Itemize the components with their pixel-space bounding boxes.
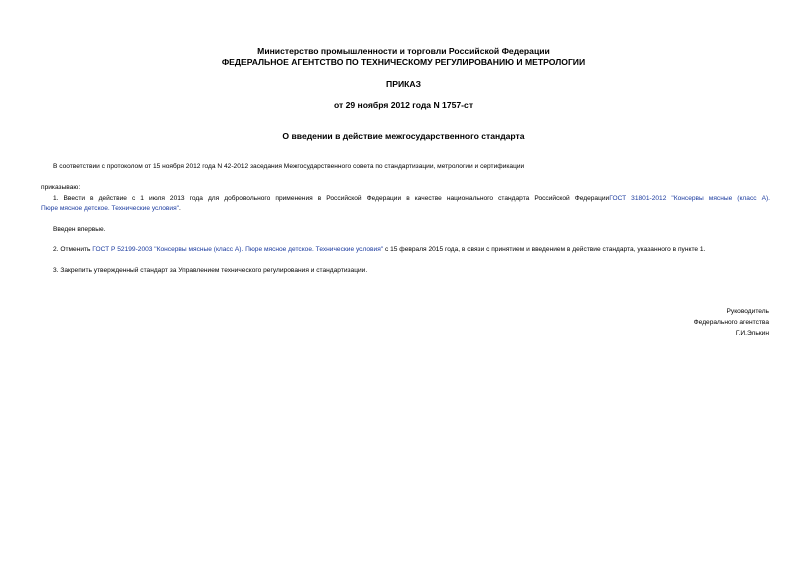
document-type: ПРИКАЗ <box>386 79 421 89</box>
item-2-suffix: с 15 февраля 2015 года, в связи с принятием и введением в действие стандарта, указанного в пункте 1. <box>383 246 706 253</box>
order-word: приказываю: <box>41 184 81 191</box>
document-subject: О введении в действие межгосударственного стандарта <box>282 131 525 141</box>
preamble-text: В соответствии с протоколом от 15 ноября 2012 года N 42-2012 заседания Межгосударственного совета по стандартизации, метрологии и сертификации <box>53 163 525 170</box>
item-3: 3. Закрепить утвержденный стандарт за Управлением технического регулирования и стандартизации. <box>53 267 368 274</box>
agency-name: ФЕДЕРАЛЬНОЕ АГЕНТСТВО ПО ТЕХНИЧЕСКОМУ РЕГУЛИРОВАНИЮ И МЕТРОЛОГИИ <box>221 57 586 67</box>
signature-title-2: Федерального агентства <box>693 319 769 326</box>
ministry-name: Министерство промышленности и торговли Российской Федерации <box>257 46 550 56</box>
signature-name: Г.И.Элькин <box>735 330 769 337</box>
item-2 <box>53 245 705 254</box>
item-1-line-2 <box>41 204 181 213</box>
item-1-end: . <box>179 205 181 212</box>
signature-title-1: Руководитель <box>726 308 769 315</box>
item-2-prefix: 2. Отменить <box>53 246 93 253</box>
item-1-line-1 <box>53 194 770 203</box>
introduced-note: Введен впервые. <box>53 226 106 233</box>
gost-31801-link-continuation[interactable]: Пюре мясное детское. Технические условия" <box>41 205 180 212</box>
document-date-number: от 29 ноября 2012 года N 1757-ст <box>333 100 474 110</box>
item-1-text: 1. Ввести в действие с 1 июля 2013 года для добровольного применения в Российской Федерации в качестве национального стандарта Российской Федерации <box>53 195 610 202</box>
gost-r-52199-link[interactable]: ГОСТ Р 52199-2003 "Консервы мясные (класс А). Пюре мясное детское. Технические условия" <box>92 246 384 253</box>
gost-31801-link[interactable]: ГОСТ 31801-2012 "Консервы мясные (класс А). <box>609 195 770 202</box>
